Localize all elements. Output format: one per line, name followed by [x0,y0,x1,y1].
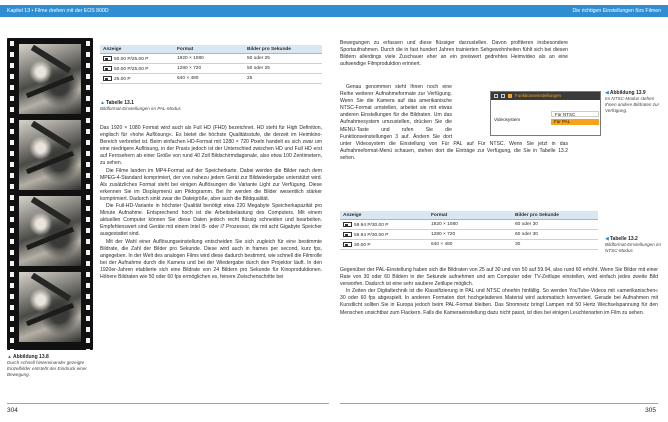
menu-title: Funktionseinstellungen [515,93,562,98]
option-ntsc: Für NTSC [551,111,599,117]
table-row: 59.94 P/30.00 P 1280 × 720 60 oder 30 [340,230,598,240]
body-text-right-top [340,40,568,68]
table-row: 50.00 P/25.00 P 1920 × 1080 50 oder 25 [100,54,322,64]
film-frame [19,120,81,190]
table-row: 50.00 P/25.00 P 1280 × 720 50 oder 25 [100,64,322,74]
movie-size-icon [103,56,112,61]
paragraph: Mit der Wahl einer Auflösungseinstellung entscheiden Sie sich zugleich für eine bestimmte Bildrate, die Zahl der Bilder pro Sekunde. Diese wird auch in frames per second, kurz fps, angegeben. In der Welt des analogen Films wird diese dadurch bestimmt, wie schnell die Filmrolle bei der Aufnahme durch die Kamera und bei der Wiedergabe durch den Projektor läuft. In den 1920er-Jahren etablierte sich eine Bildrate von 24 Bildern pro Sekunde für Kinoproduktionen. Höhere Bildraten wie 50 oder 60 fps ermöglichen es, feinere Zwischenschritte bei [100,238,322,280]
body-text-left [100,125,322,395]
paragraph: Die Full-HD-Variante in höchster Qualität benötigt etwa 220 Megabyte Speicherkapazität pro Minute Aufnahme. Entsprechend hoch ist die Arbeitsbelastung des Computers. Mit einem aktuellen Computer können Sie diese Daten jedoch recht flüssig schneiden und bearbeiten. Empfehlenswert sind Geräte mit einem Intel i5- oder i7 Prozessor, die mit acht Gigabyte Speicher ausgestattet sind. [100,203,322,238]
movie-size-icon [343,222,352,227]
camera-menu-screenshot [490,91,601,136]
table-row: 59.94 P/30.00 P 1920 × 1080 60 oder 30 [340,220,598,230]
table-caption-13-1: ▲Tabelle 13.1 Bildformat-Einstellungen im PAL-Modus [100,100,181,111]
film-perforation-right [86,38,93,350]
column-header-format: Format [174,45,244,54]
movie-size-icon [343,242,352,247]
caption-arrow-icon: ▲ [7,354,12,360]
running-header-left: Kapitel 13 • Filme drehen mit der EOS 800D [0,5,334,17]
caption-arrow-icon: ◀ [605,236,609,242]
option-pal: Für PAL [551,119,599,125]
film-perforation-left [10,38,19,350]
column-header-anzeige: Anzeige [340,211,428,220]
table-caption-13-2: ◀Tabelle 13.2 Bildformat-Einstellungen im NTSC-Modus [605,236,661,253]
tab-icon [494,94,498,98]
body-text-right-bottom [340,267,658,397]
column-header-anzeige: Anzeige [100,45,174,54]
paragraph: Gegenüber der PAL-Einstellung haben sich die Bildraten von 25 auf 30 und von 50 auf 59.94, also rund 60 erhöht. Wenn Sie Bilder mit einer Rate von 30 oder 60 Bildern in der Sekunde aufnehmen und am Computer oder TV-Zeitlupe einstellen, wird einfach jedes zweite Bild verworfen. Dadurch ist eine sehr saubere Zeitlupe möglich. [340,267,658,288]
pal-format-table [100,45,322,84]
figure-caption-13-9: ◀Abbildung 13.9 Im NTSC-Modus stehen Ihnen andere Bildraten zur Verfügung. [605,90,660,113]
ntsc-format-table [340,211,598,250]
right-page [334,0,668,422]
film-frame [19,272,81,342]
page-number-left: 304 [7,407,18,414]
paragraph: Das 1920 × 1080 Format wird auch als Full HD (FHD) bezeichnet. HD steht für High Definition, englisch für »hohe Auflösung«. Es bietet die höchste Qualitätsstufe, die derzeit im Heimkino-Bereich verbreitet ist. Beim einfachen HD-Format mit 1280 × 720 Pixeln handelt es sich zwar um eine niedrigere Auflösung, in der Praxis jedoch ist der Unterschied zwischen HD und Full HD erst auf Fernsehern ab einer Größe von rund 40 Zoll Bildschirmdiagonale, also etwa 100 Zentimetern, zu sehen. [100,125,322,167]
movie-size-icon [103,66,112,71]
paragraph: Bewegungen zu erfassen und diese flüssiger darzustellen. Davon profitieren insbesondere Sportaufnahmen. Durch die in fast hundert Jahren trainierten Sehgewohnheiten fühlt sich bei diesen Bildern allerdings viele Zuschauer eher an ein preiswert gedrehtes Heimvideo als an eine aufwendige Filmproduktion erinnert. [340,40,568,68]
menu-tab-bar [491,92,600,100]
running-header-right: Die richtigen Einstellungen fürs Filmen [334,5,668,17]
film-frame [19,44,81,114]
table-row: 30.00 P 640 × 480 30 [340,240,598,250]
table-row: 25.00 P 640 × 480 25 [100,74,322,84]
tab-icon [508,94,512,98]
column-header-fps: Bilder pro Sekunde [244,45,322,54]
paragraph: In Zeiten der Digitaltechnik ist die Klassifizierung in PAL und NTSC ohnehin hinfällig. So werden YouTube-Videos mit »amerikanischen« 30 oder 60 fps abgespielt. In anderen Formaten dort hochgeladenes Material wird automatisch konvertiert. Gerade bei Aufnahmen mit Kunstlicht sollten Sie in Europa jedoch beim PAL-Format bleiben. Das Stromnetz bringt Lampen mit 50 Hertz Wechselspannung für den Menschen unsichtbar zum Flackern. Falls die Kameraeinstellung dazu nicht passt, ist dies bei einigen Leuchtenarten im Film zu sehen. [340,288,658,316]
tab-icon [501,94,505,98]
film-strip-figure [7,38,93,350]
figure-caption-13-8: ▲Abbildung 13.8 Durch schnell hintereinander gezeigte Einzelbilder entsteht der Eindruck einer Bewegung. [7,354,87,377]
footer-rule [7,403,329,404]
paragraph: Die Filme landen im MP4-Format auf der Speicherkarte. Dabei werden die Bilder nach dem MPEG-4-Standard komprimiert, der von nahezu jedem Gerät zur Bildwiedergabe unterstützt wird. Als zusätzliches Format steht bei einigen Auflösungen die Variante Light zur Verfügung. Diese erkennen Sie im Displaymenü am Piktogramm. Bei ihr werden die Bilder wesentlich stärker komprimiert. Dadurch sinkt zwar die Dateigröße, aber auch die Bildqualität. [100,167,322,202]
caption-arrow-icon: ▲ [100,100,105,106]
caption-arrow-icon: ◀ [605,90,609,96]
page-number-right: 305 [645,407,656,414]
movie-size-icon [103,76,112,81]
column-header-fps: Bilder pro Sekunde [512,211,598,220]
footer-rule [340,403,658,404]
paragraph: Genau genommen steht Ihnen noch eine Reihe weiterer Aufnahmeformate zur Verfügung. Wenn Sie die Kamera auf das amerikanische NTSC-Format umstellen, arbeitet sie mit etwas anderen Einstellungen für die Bildraten. Um das Aufnahmesystem umzustellen, drücken Sie die MENU-Taste und rufen Sie die Funktionseinstellungen 3 auf. Ändern Sie dort unter Videosystem die Einstellung von Für PAL auf Für NTSC. Wenn Sie jetzt in das Aufnahmeformat-Menü schauen, stehen dort die Einträge zur Verfügung, die Sie in Tabelle 13.2 sehen. [340,84,568,161]
film-frame [19,196,81,266]
movie-size-icon [343,232,352,237]
menu-row-label: Videosystem [494,117,521,122]
column-header-format: Format [428,211,512,220]
